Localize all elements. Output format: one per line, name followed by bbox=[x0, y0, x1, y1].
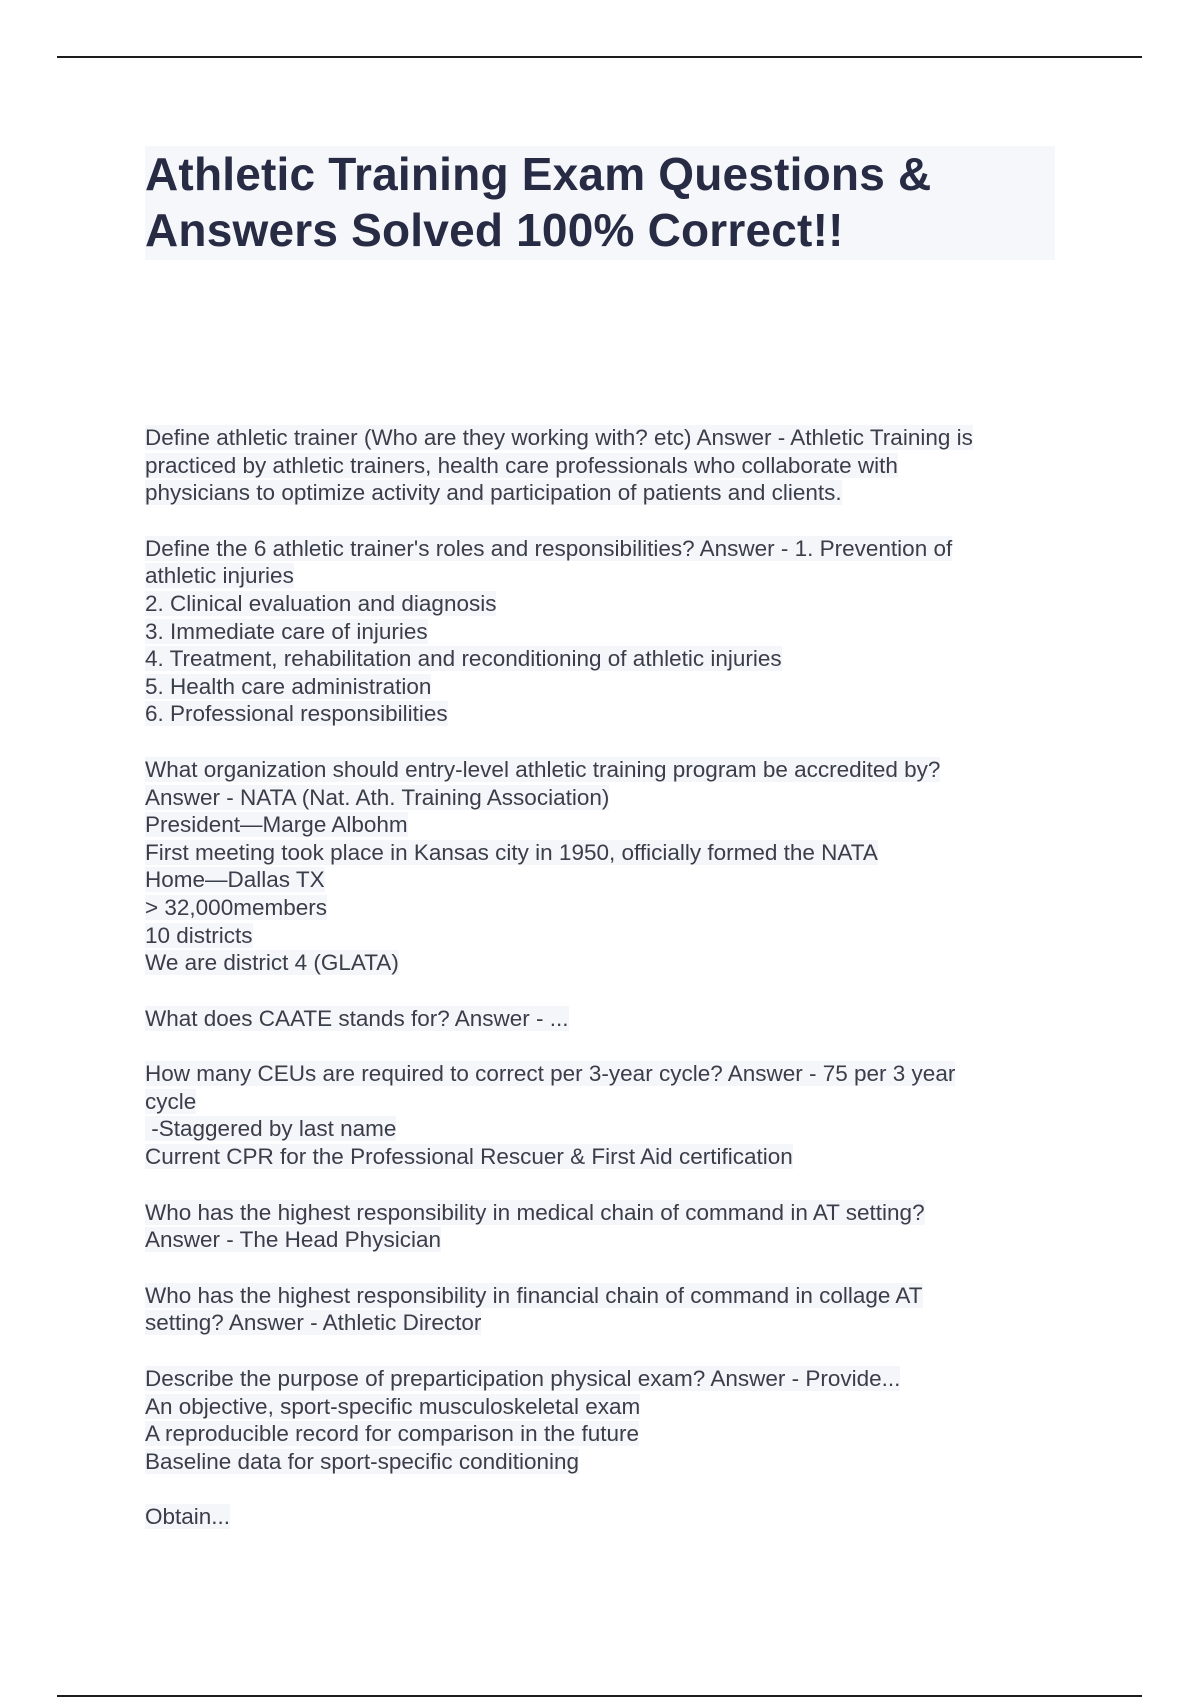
question-line bbox=[145, 1503, 1050, 1531]
answer-line bbox=[145, 1226, 1050, 1254]
line-text: cycle bbox=[145, 1088, 197, 1114]
page-title bbox=[145, 146, 1055, 258]
question-line bbox=[145, 1365, 1050, 1393]
line-text: 10 districts bbox=[145, 922, 253, 948]
line-text: First meeting took place in Kansas city in 1950, officially formed the NATA bbox=[145, 839, 878, 865]
bottom-divider bbox=[57, 1695, 1142, 1697]
line-text: -Staggered by last name bbox=[145, 1116, 397, 1142]
qa-block bbox=[145, 1503, 1050, 1531]
question-line bbox=[145, 1060, 1050, 1088]
line-text: What does CAATE stands for? Answer - ... bbox=[145, 1005, 569, 1031]
line-text: An objective, sport-specific musculoskeletal exam bbox=[145, 1393, 641, 1419]
line-text: Who has the highest responsibility in financial chain of command in collage AT bbox=[145, 1282, 923, 1308]
answer-line bbox=[145, 1115, 1050, 1143]
line-text: President—Marge Albohm bbox=[145, 812, 408, 838]
line-text: How many CEUs are required to correct per 3-year cycle? Answer - 75 per 3 year bbox=[145, 1061, 956, 1087]
line-text: physicians to optimize activity and participation of patients and clients. bbox=[145, 480, 842, 506]
answer-line bbox=[145, 784, 1050, 812]
question-line bbox=[145, 1199, 1050, 1227]
question-line bbox=[145, 424, 1050, 452]
answer-line bbox=[145, 1393, 1050, 1421]
title-line: Answers Solved 100% Correct!! bbox=[145, 204, 844, 256]
answer-line bbox=[145, 839, 1050, 867]
answer-line bbox=[145, 894, 1050, 922]
qa-block bbox=[145, 535, 1050, 728]
line-text: Define athletic trainer (Who are they working with? etc) Answer - Athletic Training is bbox=[145, 425, 973, 450]
line-text: 3. Immediate care of injuries bbox=[145, 618, 428, 644]
line-text: 4. Treatment, rehabilitation and reconditioning of athletic injuries bbox=[145, 646, 782, 672]
answer-line bbox=[145, 866, 1050, 894]
question-line bbox=[145, 1005, 1050, 1033]
answer-line bbox=[145, 1088, 1050, 1116]
answer-line bbox=[145, 1448, 1050, 1476]
line-text: Define the 6 athletic trainer's roles and responsibilities? Answer - 1. Prevention of bbox=[145, 535, 953, 561]
line-text: setting? Answer - Athletic Director bbox=[145, 1310, 482, 1336]
line-text: > 32,000members bbox=[145, 894, 327, 920]
answer-line bbox=[145, 590, 1050, 618]
question-line bbox=[145, 535, 1050, 563]
answer-line bbox=[145, 949, 1050, 977]
qa-block bbox=[145, 424, 1050, 507]
line-text: A reproducible record for comparison in the future bbox=[145, 1421, 640, 1447]
line-text: Describe the purpose of preparticipation physical exam? Answer - Provide... bbox=[145, 1366, 901, 1392]
line-text: 2. Clinical evaluation and diagnosis bbox=[145, 590, 497, 616]
line-text: Home—Dallas TX bbox=[145, 867, 325, 893]
qa-block bbox=[145, 1282, 1050, 1337]
line-text: Who has the highest responsibility in medical chain of command in AT setting? bbox=[145, 1199, 925, 1225]
answer-line bbox=[145, 452, 1050, 480]
answer-line bbox=[145, 922, 1050, 950]
answer-line bbox=[145, 673, 1050, 701]
qa-block bbox=[145, 1060, 1050, 1170]
question-line bbox=[145, 1282, 1050, 1310]
title-block bbox=[145, 146, 1055, 260]
line-text: What organization should entry-level athletic training program be accredited by? bbox=[145, 756, 941, 782]
answer-line bbox=[145, 618, 1050, 646]
line-text: Obtain... bbox=[145, 1504, 231, 1530]
qa-content bbox=[145, 424, 1050, 1559]
line-text: 6. Professional responsibilities bbox=[145, 701, 448, 727]
line-text: Answer - The Head Physician bbox=[145, 1227, 441, 1253]
answer-line bbox=[145, 562, 1050, 590]
answer-line bbox=[145, 479, 1050, 507]
line-text: We are district 4 (GLATA) bbox=[145, 950, 399, 976]
qa-block bbox=[145, 1199, 1050, 1254]
question-line bbox=[145, 756, 1050, 784]
title-line: Athletic Training Exam Questions & bbox=[145, 148, 932, 200]
answer-line bbox=[145, 1420, 1050, 1448]
qa-block bbox=[145, 1365, 1050, 1475]
line-text: athletic injuries bbox=[145, 563, 294, 589]
qa-block bbox=[145, 1005, 1050, 1033]
top-divider bbox=[57, 56, 1142, 58]
qa-block bbox=[145, 756, 1050, 977]
line-text: Current CPR for the Professional Rescuer & First Aid certification bbox=[145, 1144, 793, 1170]
answer-line bbox=[145, 811, 1050, 839]
line-text: Baseline data for sport-specific conditioning bbox=[145, 1448, 579, 1474]
answer-line bbox=[145, 700, 1050, 728]
answer-line bbox=[145, 645, 1050, 673]
line-text: practiced by athletic trainers, health care professionals who collaborate with bbox=[145, 452, 898, 478]
line-text: Answer - NATA (Nat. Ath. Training Association) bbox=[145, 784, 610, 810]
answer-line bbox=[145, 1143, 1050, 1171]
line-text: 5. Health care administration bbox=[145, 673, 432, 699]
answer-line bbox=[145, 1309, 1050, 1337]
